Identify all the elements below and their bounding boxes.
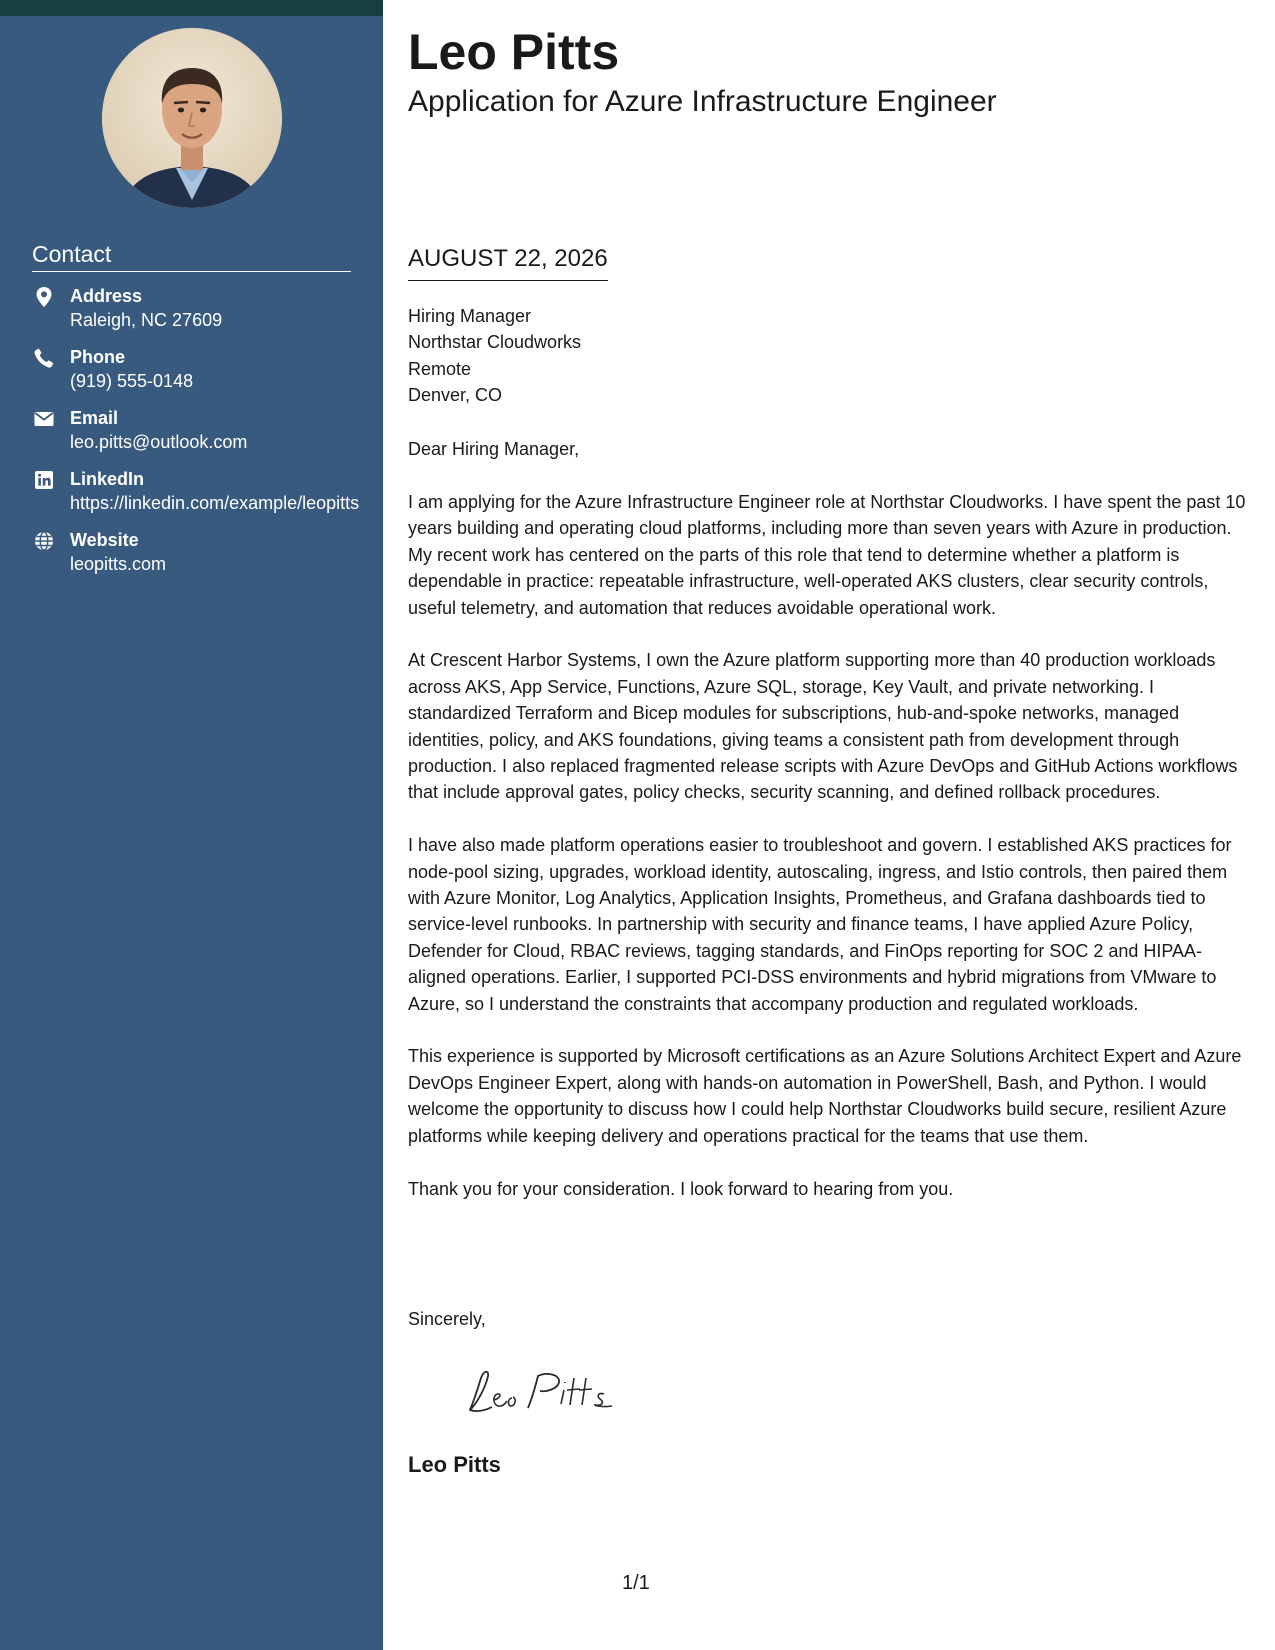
contact-item-phone (32, 345, 362, 393)
sidebar (0, 16, 383, 1650)
globe-icon (32, 529, 56, 553)
contact-value-address: Raleigh, NC 27609 (70, 310, 223, 330)
body-paragraph: I am applying for the Azure Infrastructure Engineer role at Northstar Cloudworks. I have spent the past 10 years building and operating cloud platforms, including more than seven years with Azure in production. My recent work has centered on the parts of this role that tend to determine whether a platform is dependable in practice: repeatable infrastructure, well-operated AKS clusters, clear security controls, useful telemetry, and automation that reduces avoidable operational work. (408, 492, 1246, 618)
applicant-name: Leo Pitts (408, 24, 620, 80)
linkedin-icon (32, 468, 56, 492)
envelope-icon (32, 407, 56, 431)
avatar (102, 28, 282, 208)
body-paragraph: Thank you for your consideration. I look forward to hearing from you. (408, 1178, 954, 1199)
contact-label-linkedin: LinkedIn (70, 469, 145, 489)
recipient-block (408, 303, 581, 409)
recipient-line: Hiring Manager (408, 306, 532, 326)
contact-item-email (32, 406, 362, 454)
body-paragraph: I have also made platform operations easier to troubleshoot and govern. I established AKS practices for node-pool sizing, upgrades, workload identity, autoscaling, ingress, and Istio controls, then paired them with Azure Monitor, Log Analytics, Application Insights, Prometheus, and Grafana dashboards tied to service-level runbooks. In partnership with security and finance teams, I have applied Azure Policy, Defender for Cloud, RBAC reviews, tagging standards, and FinOps reporting for SOC 2 and HIPAA-aligned operations. Earlier, I supported PCI-DSS environments and hybrid migrations from VMware to Azure, so I understand the constraints that accompany production and regulated workloads. (408, 835, 1232, 1014)
contact-label-address: Address (70, 286, 143, 306)
body-paragraph: At Crescent Harbor Systems, I own the Azure platform supporting more than 40 production workloads across AKS, App Service, Functions, Azure SQL, storage, Key Vault, and private networking. I standardized Terraform and Bicep modules for subscriptions, hub-and-spoke networks, managed identities, policy, and AKS foundations, giving teams a consistent path from development through production. I also replaced fragmented release scripts with Azure DevOps and GitHub Actions workflows that include approval gates, policy checks, security scanning, and defined rollback procedures. (408, 650, 1238, 803)
recipient-line: Denver, CO (408, 385, 503, 406)
handwritten-signature (456, 1362, 626, 1422)
body-paragraph: This experience is supported by Microsoft certifications as an Azure Solutions Architect Expert and Azure DevOps Engineer Expert, along with hands-on automation in PowerShell, Bash, and Python. I would welcome the opportunity to discuss how I could help Northstar Cloudworks build secure, resilient Azure platforms while keeping delivery and operations practical for the teams that use them. (408, 1046, 1242, 1146)
sidebar-top-accent (0, 0, 383, 16)
contact-item-address (32, 284, 362, 332)
map-pin-icon (32, 285, 56, 309)
application-title: Application for Azure Infrastructure Engineer (408, 85, 997, 118)
closing: Sincerely, (408, 1309, 486, 1329)
signer-name: Leo Pitts (408, 1452, 501, 1477)
contact-value-website[interactable]: leopitts.com (70, 554, 167, 574)
phone-icon (32, 346, 56, 370)
letter-body (408, 489, 1253, 1228)
contact-item-website (32, 528, 362, 576)
letter-date: AUGUST 22, 2026 (408, 244, 608, 281)
contact-value-email[interactable]: leo.pitts@outlook.com (70, 432, 248, 452)
contact-list (32, 284, 362, 589)
contact-value-phone[interactable]: (919) 555-0148 (70, 371, 194, 391)
contact-value-linkedin[interactable]: https://linkedin.com/example/leopitts (70, 493, 360, 513)
contact-label-website: Website (70, 530, 139, 550)
contact-item-linkedin (32, 467, 362, 515)
salutation: Dear Hiring Manager, (408, 439, 580, 459)
contact-label-email: Email (70, 408, 119, 428)
contact-heading: Contact (32, 240, 351, 272)
contact-label-phone: Phone (70, 347, 126, 367)
recipient-line: Northstar Cloudworks (408, 332, 582, 353)
page-number: 1/1 (622, 1572, 650, 1594)
recipient-line: Remote (408, 358, 472, 379)
